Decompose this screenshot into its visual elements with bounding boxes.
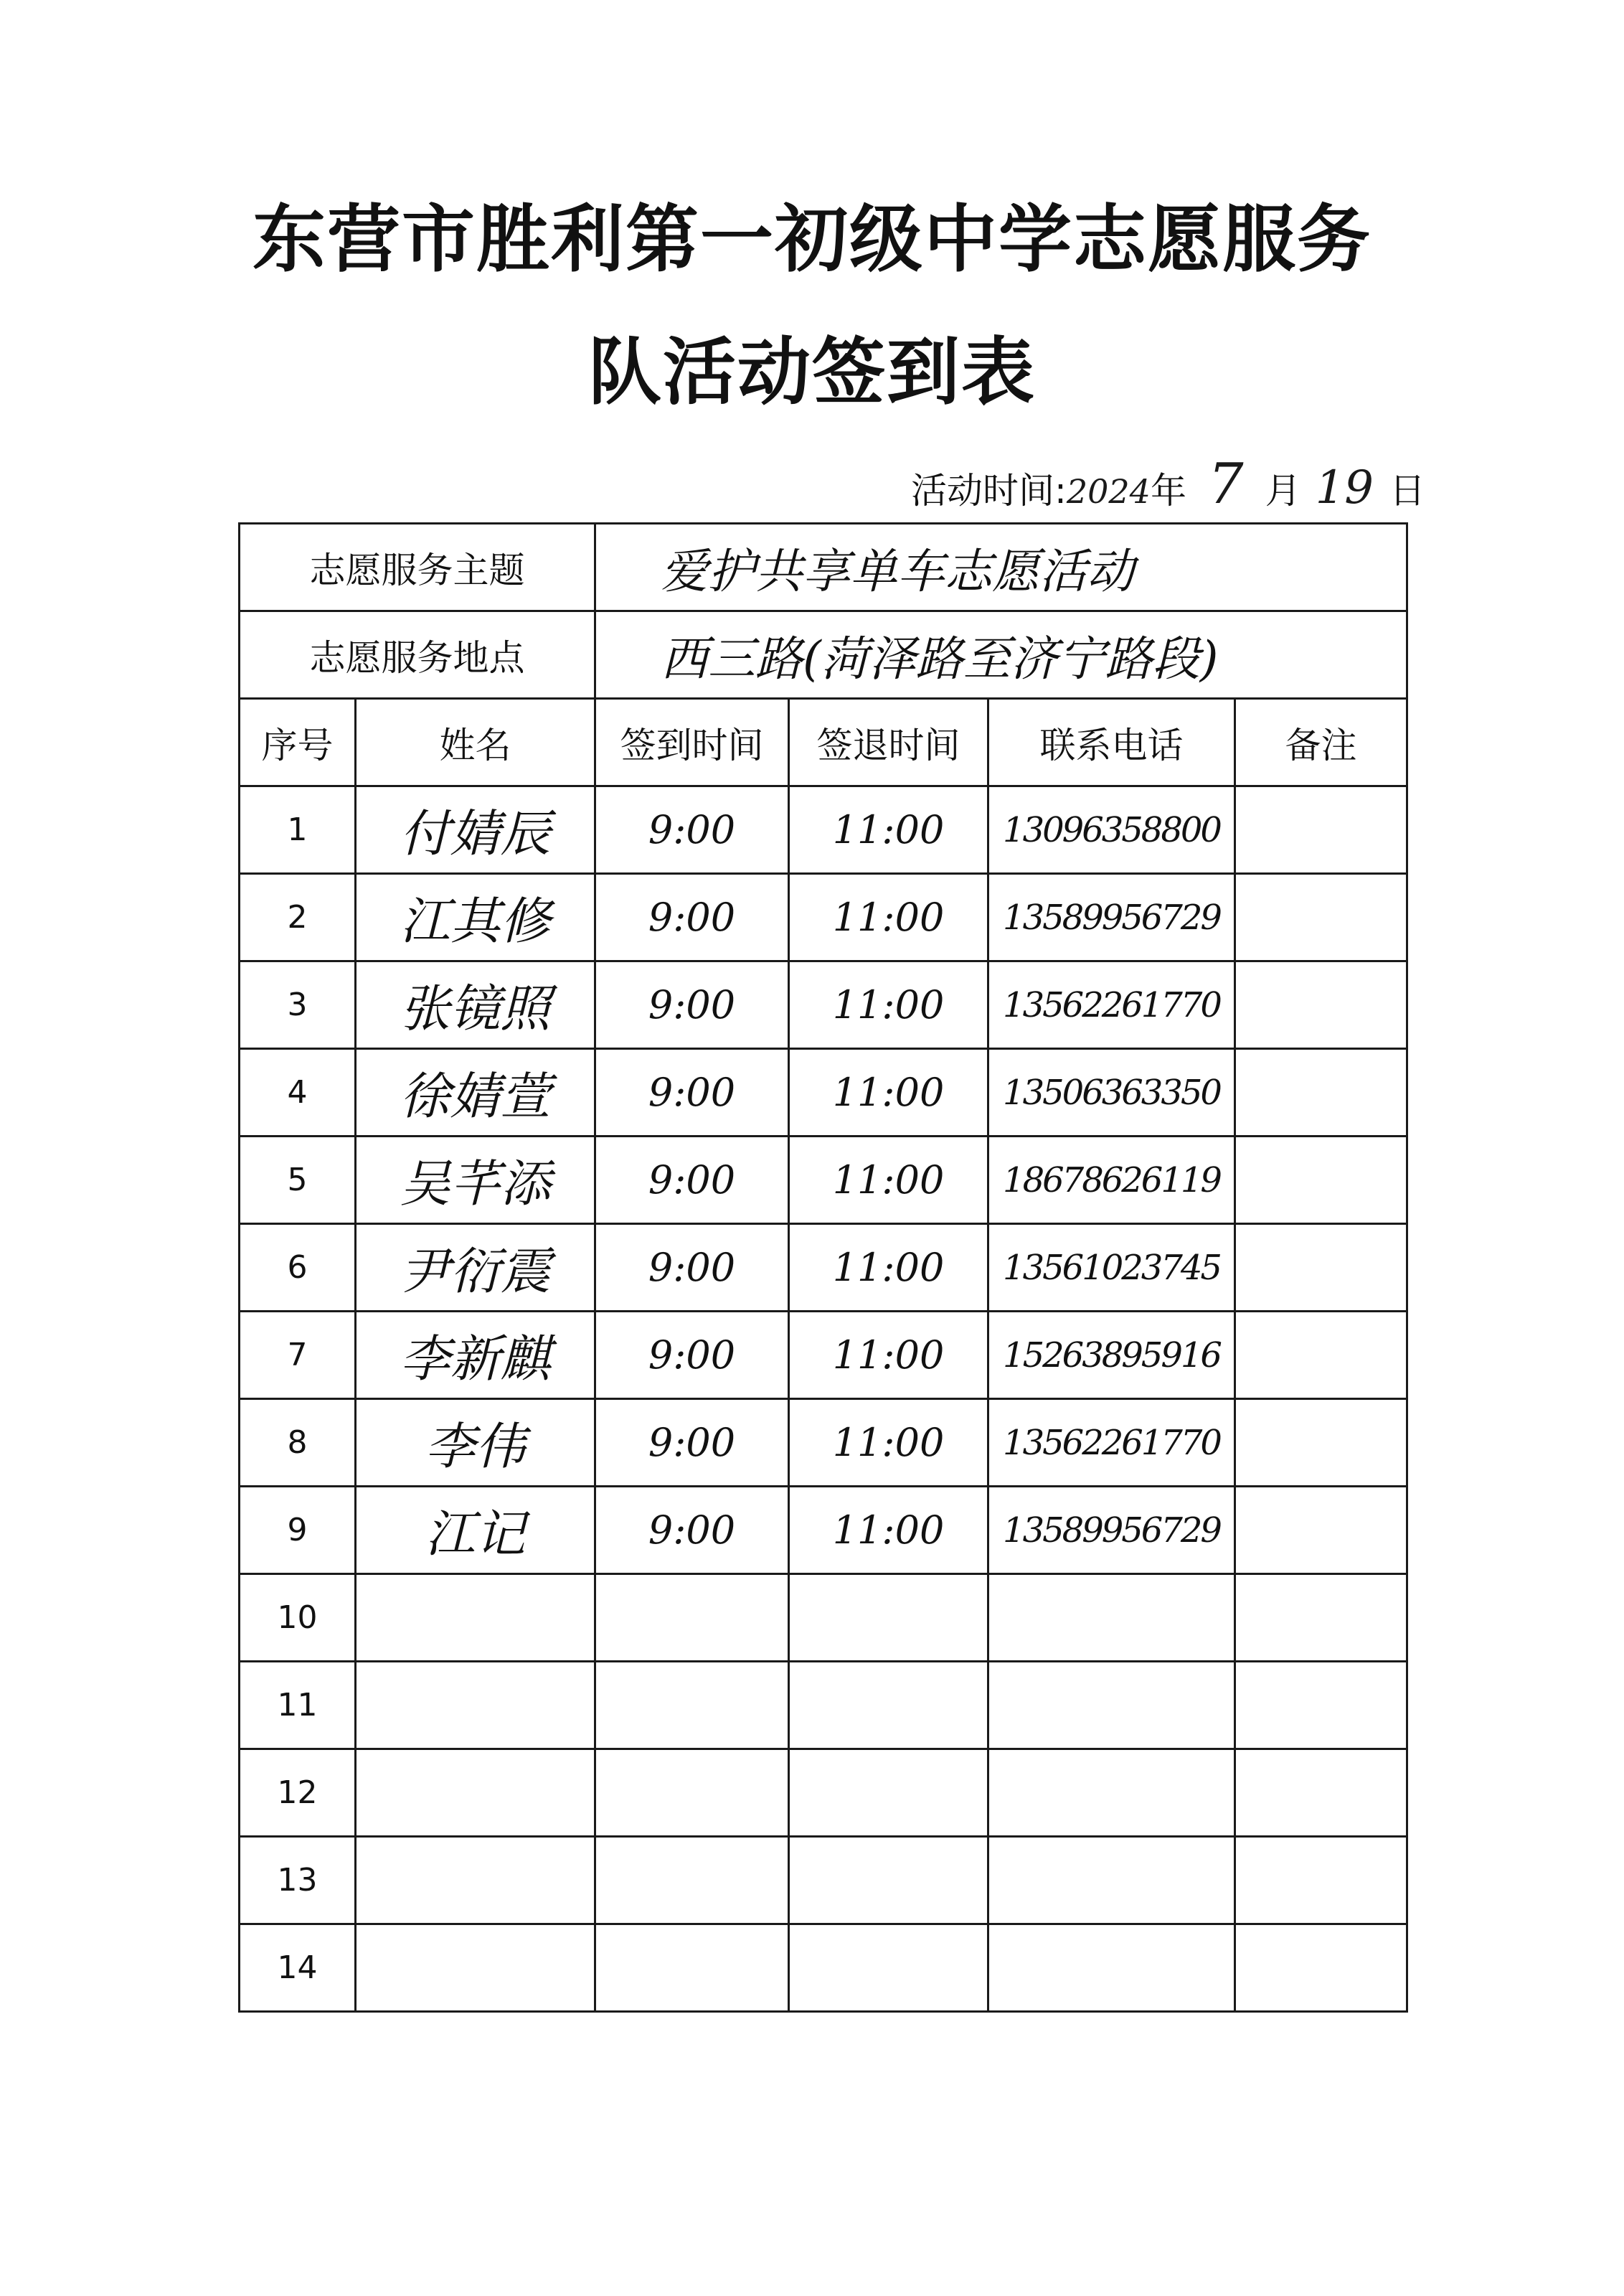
theme-row: [240, 524, 1407, 611]
row-phone: 13562261770: [988, 1399, 1235, 1487]
table-row: [240, 1574, 1407, 1662]
row-name: 江其修: [356, 874, 595, 961]
column-header-row: [240, 699, 1407, 786]
row-index: 14: [240, 1924, 356, 2012]
row-sign-out-time: [789, 1662, 988, 1749]
row-name: 张镜照: [356, 961, 595, 1049]
row-sign-out-time: 11:00: [789, 1487, 988, 1574]
row-note: [1235, 1749, 1407, 1837]
row-sign-in-time: [595, 1837, 789, 1924]
table-row: [240, 786, 1407, 874]
row-name: [356, 1749, 595, 1837]
row-index: 1: [240, 786, 356, 874]
row-name: 付婧辰: [356, 786, 595, 874]
row-note: [1235, 1137, 1407, 1224]
table-row: [240, 1137, 1407, 1224]
row-name: [356, 1574, 595, 1662]
row-phone: 13561023745: [988, 1224, 1235, 1312]
row-sign-out-time: 11:00: [789, 961, 988, 1049]
sign-in-table: [238, 522, 1408, 2013]
row-phone: [988, 1574, 1235, 1662]
row-name: 李伟: [356, 1399, 595, 1487]
row-phone: 15263895916: [988, 1312, 1235, 1399]
row-index: 3: [240, 961, 356, 1049]
row-phone: [988, 1749, 1235, 1837]
row-index: 10: [240, 1574, 356, 1662]
row-index: 9: [240, 1487, 356, 1574]
row-name: 尹衍震: [356, 1224, 595, 1312]
row-sign-out-time: 11:00: [789, 1312, 988, 1399]
row-note: [1235, 1399, 1407, 1487]
row-index: 5: [240, 1137, 356, 1224]
table-row: [240, 1487, 1407, 1574]
row-index: 11: [240, 1662, 356, 1749]
location-row: [240, 611, 1407, 699]
date-month: 7: [1207, 452, 1244, 517]
row-note: [1235, 1487, 1407, 1574]
row-index: 12: [240, 1749, 356, 1837]
row-phone: [988, 1662, 1235, 1749]
row-note: [1235, 1924, 1407, 2012]
row-index: 4: [240, 1049, 356, 1137]
table-row: [240, 874, 1407, 961]
row-sign-in-time: 9:00: [595, 786, 789, 874]
row-phone: 13096358800: [988, 786, 1235, 874]
sheet-title-line-2: 队活动签到表: [588, 330, 1036, 415]
header-sign-out-time: 签退时间: [789, 699, 988, 786]
table-row: [240, 1662, 1407, 1749]
table-row: [240, 1399, 1407, 1487]
row-note: [1235, 786, 1407, 874]
date-year: 2024: [1066, 472, 1151, 511]
row-phone: [988, 1924, 1235, 2012]
row-sign-out-time: 11:00: [789, 1137, 988, 1224]
row-sign-out-time: 11:00: [789, 1224, 988, 1312]
header-note: 备注: [1235, 699, 1407, 786]
row-sign-out-time: 11:00: [789, 786, 988, 874]
row-note: [1235, 1662, 1407, 1749]
row-note: [1235, 1574, 1407, 1662]
row-sign-out-time: 11:00: [789, 1049, 988, 1137]
table-row: [240, 1924, 1407, 2012]
location-label: 志愿服务地点: [240, 611, 595, 699]
row-sign-out-time: 11:00: [789, 1399, 988, 1487]
date-day-unit: 日: [1389, 470, 1426, 512]
row-index: 7: [240, 1312, 356, 1399]
row-sign-out-time: [789, 1749, 988, 1837]
row-note: [1235, 874, 1407, 961]
row-index: 2: [240, 874, 356, 961]
row-phone: 13562261770: [988, 961, 1235, 1049]
row-sign-in-time: [595, 1662, 789, 1749]
row-index: 6: [240, 1224, 356, 1312]
table-row: [240, 1049, 1407, 1137]
row-phone: 13589956729: [988, 874, 1235, 961]
date-label: 活动时间:: [911, 470, 1067, 512]
row-phone: [988, 1837, 1235, 1924]
date-year-unit: 年: [1150, 470, 1186, 512]
date-month-unit: 月: [1265, 470, 1301, 512]
row-sign-in-time: 9:00: [595, 961, 789, 1049]
row-sign-in-time: [595, 1749, 789, 1837]
row-sign-in-time: 9:00: [595, 1487, 789, 1574]
theme-value: 爱护共享单车志愿活动: [595, 524, 1407, 611]
header-phone: 联系电话: [988, 699, 1235, 786]
theme-label: 志愿服务主题: [240, 524, 595, 611]
header-index: 序号: [240, 699, 356, 786]
row-sign-out-time: [789, 1574, 988, 1662]
row-note: [1235, 961, 1407, 1049]
row-name: [356, 1837, 595, 1924]
row-sign-out-time: [789, 1837, 988, 1924]
activity-date: [911, 452, 1426, 517]
table-row: [240, 1749, 1407, 1837]
row-phone: 18678626119: [988, 1137, 1235, 1224]
row-sign-in-time: [595, 1924, 789, 2012]
header-name: 姓名: [356, 699, 595, 786]
row-phone: 13589956729: [988, 1487, 1235, 1574]
table-row: [240, 1837, 1407, 1924]
row-name: [356, 1924, 595, 2012]
sheet-title-line-1: 东营市胜利第一初级中学志愿服务: [252, 197, 1372, 283]
row-note: [1235, 1837, 1407, 1924]
row-sign-in-time: 9:00: [595, 874, 789, 961]
row-sign-out-time: [789, 1924, 988, 2012]
row-sign-out-time: 11:00: [789, 874, 988, 961]
row-note: [1235, 1312, 1407, 1399]
row-index: 13: [240, 1837, 356, 1924]
row-name: [356, 1662, 595, 1749]
row-sign-in-time: 9:00: [595, 1049, 789, 1137]
row-note: [1235, 1224, 1407, 1312]
location-value: 西三路(菏泽路至济宁路段): [595, 611, 1407, 699]
row-phone: 13506363350: [988, 1049, 1235, 1137]
row-sign-in-time: [595, 1574, 789, 1662]
row-sign-in-time: 9:00: [595, 1137, 789, 1224]
row-index: 8: [240, 1399, 356, 1487]
row-name: 江记: [356, 1487, 595, 1574]
row-name: 李新麒: [356, 1312, 595, 1399]
row-sign-in-time: 9:00: [595, 1312, 789, 1399]
row-sign-in-time: 9:00: [595, 1224, 789, 1312]
date-day: 19: [1315, 461, 1374, 514]
row-note: [1235, 1049, 1407, 1137]
table-row: [240, 1312, 1407, 1399]
row-sign-in-time: 9:00: [595, 1399, 789, 1487]
row-name: 吴芊添: [356, 1137, 595, 1224]
table-row: [240, 1224, 1407, 1312]
header-sign-in-time: 签到时间: [595, 699, 789, 786]
row-name: 徐婧萱: [356, 1049, 595, 1137]
table-row: [240, 961, 1407, 1049]
